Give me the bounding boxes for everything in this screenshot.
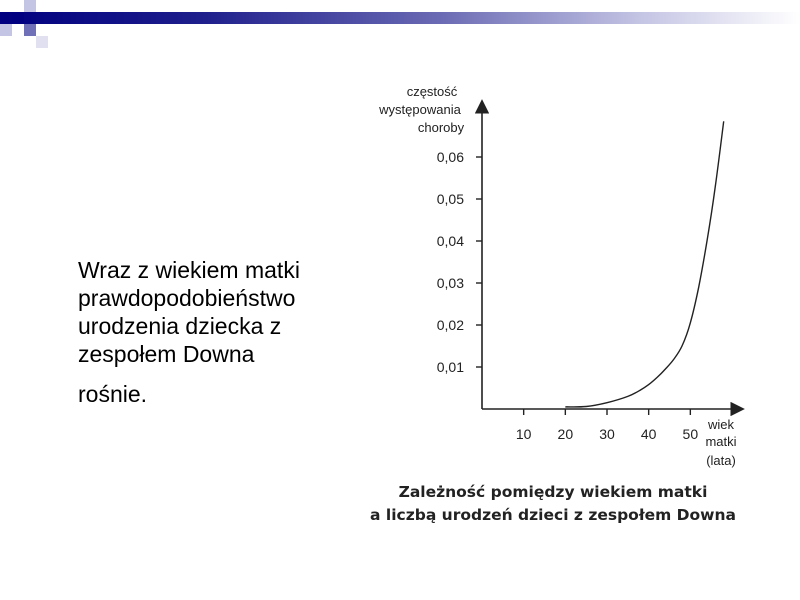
x-tick-label: 20	[557, 426, 574, 442]
chart-caption-line: a liczbą urodzeń dzieci z zespołem Downa	[370, 506, 736, 524]
body-text-line: rośnie.	[78, 381, 148, 407]
body-text-line: Wraz z wiekiem matki	[78, 257, 300, 283]
x-axis-title-line: matki	[705, 434, 737, 449]
x-axis-title-line: wiek	[707, 417, 735, 432]
x-tick-label: 40	[640, 426, 657, 442]
y-axis-title-line: występowania	[379, 102, 461, 117]
body-text-line: prawdopodobieństwo	[78, 285, 296, 311]
y-tick-label: 0,04	[436, 233, 464, 249]
body-text-line: urodzenia dziecka z	[78, 313, 282, 339]
x-tick-label: 10	[515, 426, 532, 442]
x-tick-label: 30	[599, 426, 615, 442]
body-text-line: zespołem Downa	[78, 341, 255, 367]
y-axis-title-line: częstość	[406, 84, 458, 99]
y-tick-label: 0,02	[436, 317, 464, 333]
x-axis-title-line: (lata)	[706, 453, 736, 468]
y-tick-label: 0,05	[436, 191, 464, 207]
y-tick-label: 0,03	[436, 275, 464, 291]
series-line	[565, 121, 723, 407]
x-tick-label: 50	[682, 426, 699, 442]
y-tick-label: 0,06	[436, 149, 464, 165]
chart-caption-line: Zależność pomiędzy wiekiem matki	[398, 483, 708, 501]
y-tick-label: 0,01	[436, 359, 464, 375]
y-axis-title-line: choroby	[417, 120, 465, 135]
